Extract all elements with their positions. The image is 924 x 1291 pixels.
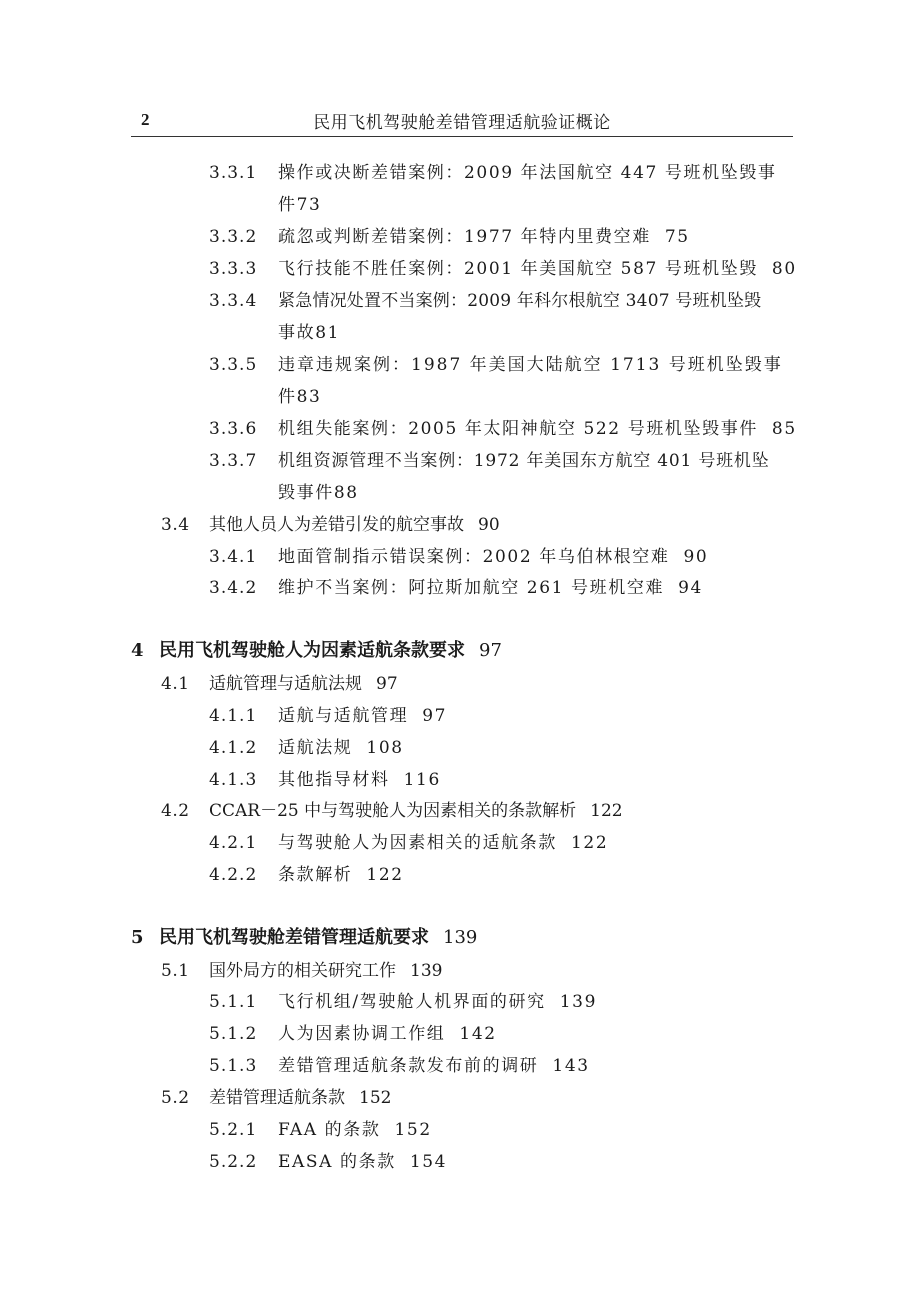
toc-entry-page: 154 xyxy=(409,1152,448,1172)
toc-entry-number: 3.4 xyxy=(161,515,190,535)
toc-entry-number: 5.2 xyxy=(161,1088,190,1108)
toc-entry-title-cont: 事故 xyxy=(278,323,316,343)
toc-entry-title: 适航管理与适航法规 xyxy=(209,674,362,694)
toc-entry-number: 3.3.3 xyxy=(209,259,258,279)
toc-entry-title: 民用飞机驾驶舱差错管理适航要求 xyxy=(159,927,429,948)
toc-entry-title: 机组失能案例：2005 年太阳神航空 522 号班机坠毁事件 xyxy=(278,419,758,439)
toc-entry-number: 4.1.3 xyxy=(209,770,258,790)
toc-entry-continuation xyxy=(278,386,321,408)
toc-entry[interactable] xyxy=(209,546,708,568)
toc-entry-title: 机组资源管理不当案例：1972 年美国东方航空 401 号班机坠 xyxy=(278,451,770,471)
toc-entry-section[interactable] xyxy=(161,514,500,536)
toc-entry-title: 适航与适航管理 xyxy=(278,706,409,726)
toc-entry-number: 5.2.1 xyxy=(209,1120,258,1140)
toc-entry-number: 3.3.2 xyxy=(209,227,258,247)
toc-entry-section[interactable] xyxy=(161,800,623,822)
toc-entry-continuation xyxy=(278,482,359,504)
toc-entry[interactable] xyxy=(209,354,783,376)
toc-entry-page: 80 xyxy=(771,259,797,279)
toc-entry[interactable] xyxy=(209,226,690,248)
toc-entry-page: 88 xyxy=(333,483,359,503)
toc-entry-continuation xyxy=(278,194,321,216)
toc-entry-page: 139 xyxy=(559,992,597,1012)
toc-entry-chapter[interactable] xyxy=(131,927,477,949)
toc-entry-page: 73 xyxy=(296,195,322,215)
running-header xyxy=(131,106,793,137)
toc-entry-page: 94 xyxy=(678,578,703,598)
toc-entry-page: 139 xyxy=(410,961,443,981)
toc-entry-page: 142 xyxy=(459,1024,497,1044)
toc-entry-title: 国外局方的相关研究工作 xyxy=(209,961,396,981)
toc-entry-title: 飞行机组/驾驶舱人机界面的研究 xyxy=(278,992,546,1012)
toc-entry-page: 81 xyxy=(315,323,341,343)
toc-entry-title: 人为因素协调工作组 xyxy=(278,1024,446,1044)
toc-entry-number: 5 xyxy=(131,927,144,948)
toc-entry-section[interactable] xyxy=(161,673,398,695)
toc-entry-page: 85 xyxy=(771,419,797,439)
toc-entry[interactable] xyxy=(209,769,441,791)
toc-entry-page: 97 xyxy=(422,706,448,726)
toc-entry-page: 90 xyxy=(683,547,709,567)
toc-entry[interactable] xyxy=(209,864,404,886)
toc-entry[interactable] xyxy=(209,1023,497,1045)
toc-entry-number: 4.2.2 xyxy=(209,865,258,885)
toc-entry-title: 条款解析 xyxy=(278,865,353,885)
toc-entry[interactable] xyxy=(209,832,608,854)
toc-entry-title-cont: 件 xyxy=(278,387,297,407)
toc-entry-page: 75 xyxy=(664,227,690,247)
toc-entry-page: 108 xyxy=(366,738,404,758)
toc-entry-number: 4.1 xyxy=(161,674,190,694)
toc-entry-title: 地面管制指示错误案例：2002 年乌伯林根空难 xyxy=(278,547,670,567)
toc-entry[interactable] xyxy=(209,1151,447,1173)
toc-entry-number: 5.1 xyxy=(161,961,190,981)
toc-entry[interactable] xyxy=(209,418,797,440)
toc-entry-number: 5.2.2 xyxy=(209,1152,258,1172)
toc-entry[interactable] xyxy=(209,258,797,280)
toc-entry-number: 3.3.1 xyxy=(209,163,258,183)
toc-entry-title-cont: 件 xyxy=(278,195,297,215)
toc-entry-number: 5.1.2 xyxy=(209,1024,258,1044)
toc-entry-number: 3.3.4 xyxy=(209,291,258,311)
toc-entry-page: 122 xyxy=(366,865,404,885)
toc-entry-title: 疏忽或判断差错案例：1977 年特内里费空难 xyxy=(278,227,651,247)
toc-entry-page: 97 xyxy=(479,640,502,661)
toc-entry-page: 152 xyxy=(394,1120,432,1140)
toc-entry-page: 90 xyxy=(478,515,500,535)
toc-entry[interactable] xyxy=(209,450,770,472)
toc-entry-page: 97 xyxy=(376,674,398,694)
toc-entry-page: 139 xyxy=(443,927,478,948)
toc-entry-title: 紧急情况处置不当案例：2009 年科尔根航空 3407 号班机坠毁 xyxy=(278,291,762,311)
toc-entry[interactable] xyxy=(209,290,761,312)
toc-entry-page: 122 xyxy=(590,801,623,821)
toc-entry-number: 5.1.3 xyxy=(209,1056,258,1076)
page-number: 2 xyxy=(141,110,150,129)
toc-entry-title: FAA 的条款 xyxy=(278,1120,381,1140)
toc-entry-page: 83 xyxy=(296,387,322,407)
toc-entry-number: 3.3.7 xyxy=(209,451,258,471)
toc-entry-number: 4.1.2 xyxy=(209,738,258,758)
toc-entry-title: 其他人员人为差错引发的航空事故 xyxy=(209,515,464,535)
toc-entry-page: 122 xyxy=(571,833,609,853)
toc-entry-title: 差错管理适航条款发布前的调研 xyxy=(278,1056,539,1076)
toc-entry-number: 4.2.1 xyxy=(209,833,258,853)
toc-entry-title: 其他指导材料 xyxy=(278,770,390,790)
toc-entry[interactable] xyxy=(209,705,447,727)
toc-entry-title: CCAR－25 中与驾驶舱人为因素相关的条款解析 xyxy=(209,801,577,821)
toc-entry-title: 差错管理适航条款 xyxy=(209,1088,345,1108)
toc-entry-number: 4.1.1 xyxy=(209,706,258,726)
toc-entry-continuation xyxy=(278,322,340,344)
toc-entry[interactable] xyxy=(209,577,703,599)
toc-entry-number: 4 xyxy=(131,640,144,661)
toc-entry[interactable] xyxy=(209,1119,432,1141)
toc-entry-title: 民用飞机驾驶舱人为因素适航条款要求 xyxy=(159,640,465,661)
toc-entry-page: 116 xyxy=(403,770,441,790)
toc-entry-number: 3.3.5 xyxy=(209,355,258,375)
toc-entry[interactable] xyxy=(209,991,597,1013)
toc-entry-title-cont: 毁事件 xyxy=(278,483,334,503)
toc-entry-chapter[interactable] xyxy=(131,640,502,662)
toc-entry-section[interactable] xyxy=(161,960,442,982)
toc-entry-number: 5.1.1 xyxy=(209,992,258,1012)
toc-entry-number: 3.3.6 xyxy=(209,419,258,439)
toc-entry-title: 操作或决断差错案例：2009 年法国航空 447 号班机坠毁事 xyxy=(278,163,777,183)
running-title: 民用飞机驾驶舱差错管理适航验证概论 xyxy=(313,113,611,133)
toc-entry-title: 与驾驶舱人为因素相关的适航条款 xyxy=(278,833,557,853)
toc-entry-section[interactable] xyxy=(161,1087,391,1109)
toc-entry-title: 适航法规 xyxy=(278,738,353,758)
toc-entry-page: 143 xyxy=(552,1056,590,1076)
toc-entry[interactable] xyxy=(209,162,777,184)
toc-entry-title: 违章违规案例：1987 年美国大陆航空 1713 号班机坠毁事 xyxy=(278,355,783,375)
toc-entry-title: EASA 的条款 xyxy=(278,1152,396,1172)
toc-entry-number: 3.4.2 xyxy=(209,578,258,598)
toc-entry-number: 4.2 xyxy=(161,801,190,821)
toc-entry-title: 飞行技能不胜任案例：2001 年美国航空 587 号班机坠毁 xyxy=(278,259,758,279)
toc-entry-page: 152 xyxy=(359,1088,392,1108)
toc-entry[interactable] xyxy=(209,737,404,759)
toc-entry[interactable] xyxy=(209,1055,590,1077)
toc-entry-title: 维护不当案例：阿拉斯加航空 261 号班机空难 xyxy=(278,578,665,598)
toc-entry-number: 3.4.1 xyxy=(209,547,258,567)
